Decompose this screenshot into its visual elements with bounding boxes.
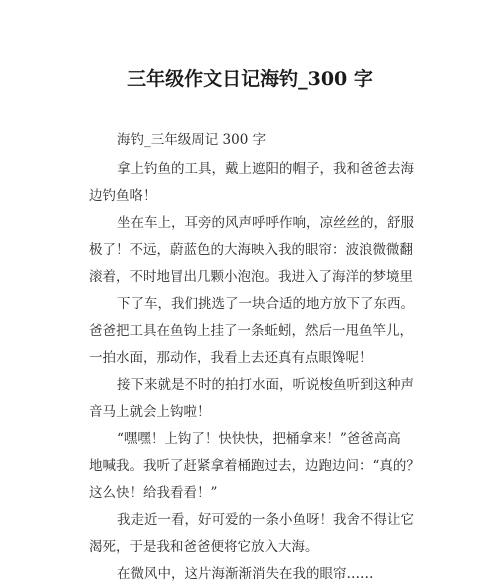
paragraph-line: 接下来就是不时的拍打水面，听说梭鱼听到这种声 bbox=[117, 377, 414, 393]
paragraph-line: 爸爸把工具在鱼钩上挂了一条蚯蚓，然后一甩鱼竿儿， bbox=[89, 323, 413, 339]
paragraph-line: “嘿嘿！上钩了！快快快，把桶拿来！”爸爸高高 bbox=[117, 431, 401, 447]
paragraph-line: 渴死，于是我和爸爸便将它放入大海。 bbox=[89, 539, 319, 555]
paragraph-line: 坐在车上，耳旁的风声呼呼作响，凉丝丝的，舒服 bbox=[117, 215, 414, 231]
paragraph-line: 音马上就会上钩啦！ bbox=[89, 404, 211, 420]
subtitle-line: 海钓_三年级周记 300 字 bbox=[117, 132, 267, 148]
paragraph-line: 在微风中，这片海渐渐消失在我的眼帘…… bbox=[117, 566, 374, 582]
paragraph-line: 一拍水面，那动作，我看上去还真有点眼馋呢！ bbox=[89, 350, 373, 366]
paragraph-line: 边钓鱼咯！ bbox=[89, 188, 157, 204]
paragraph-line: 下了车，我们挑选了一块合适的地方放下了东西。 bbox=[117, 296, 414, 312]
paragraph-line: 我走近一看，好可爱的一条小鱼呀！我舍不得让它 bbox=[117, 512, 414, 528]
document-title: 三年级作文日记海钓_300 字 bbox=[127, 68, 373, 90]
paragraph-line: 拿上钓鱼的工具，戴上遮阳的帽子，我和爸爸去海 bbox=[117, 161, 414, 177]
paragraph-line: 极了！不远，蔚蓝色的大海映入我的眼帘：波浪微微翻 bbox=[89, 242, 413, 258]
paragraph-line: 滚着，不时地冒出几颗小泡泡。我进入了海洋的梦境里 bbox=[89, 269, 413, 285]
paragraph-line: 这么快！给我看看！” bbox=[89, 485, 218, 501]
paragraph-line: 地喊我。我听了赶紧拿着桶跑过去，边跑边问：“真的？ bbox=[89, 458, 420, 474]
